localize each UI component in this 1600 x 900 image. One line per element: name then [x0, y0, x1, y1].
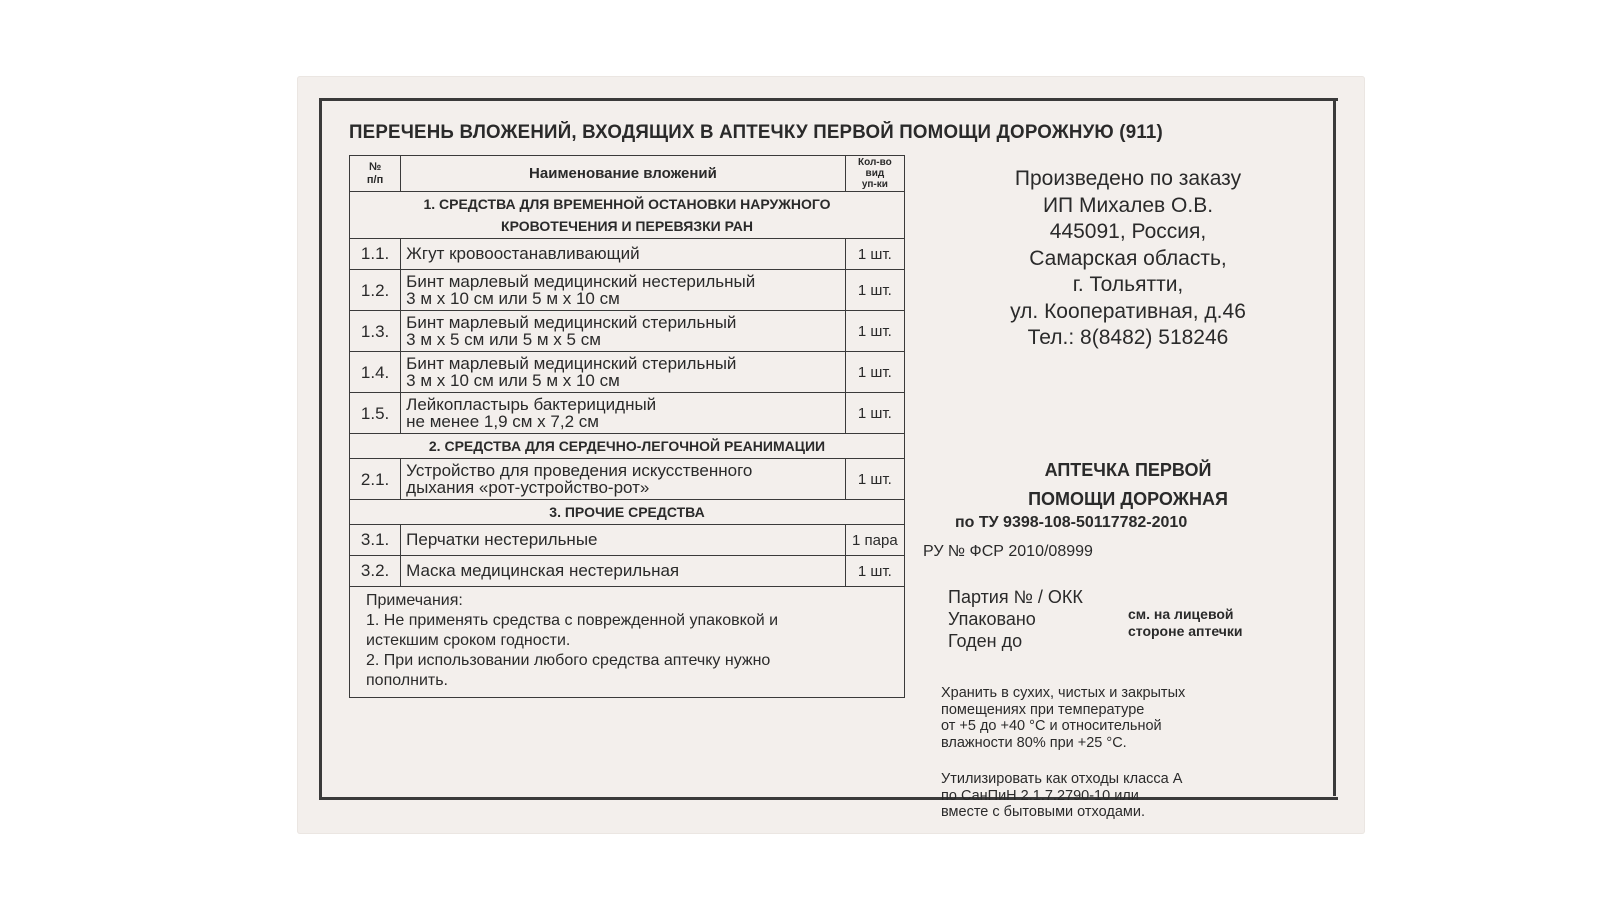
header-quantity: Кол-во вид уп-ки: [845, 156, 904, 192]
item-name: Маска медицинская нестерильная: [401, 556, 846, 587]
item-name: Лейкопластырь бактерицидный не менее 1,9 см х 7,2 см: [401, 393, 846, 434]
item-number: 1.4.: [350, 352, 401, 393]
section-2-title: 2. СРЕДСТВА ДЛЯ СЕРДЕЧНО-ЛЕГОЧНОЙ РЕАНИМАЦИИ: [350, 434, 905, 459]
item-name: Бинт марлевый медицинский стерильный 3 м х 10 см или 5 м х 10 см: [401, 352, 846, 393]
section-2-row: [350, 434, 905, 459]
leaflet-card: [297, 76, 1365, 834]
table-header-row: [350, 156, 905, 192]
notes-heading: Примечания:: [366, 592, 463, 609]
item-number: 3.1.: [350, 525, 401, 556]
table-row: [350, 393, 905, 434]
item-quantity: 1 пара: [845, 525, 904, 556]
item-quantity: 1 шт.: [845, 311, 904, 352]
table-row: [350, 556, 905, 587]
batch-info: Партия № / ОКК Упаковано Годен до: [948, 587, 1083, 651]
item-name: Жгут кровоостанавливающий: [401, 239, 846, 270]
producer-info: Произведено по заказу ИП Михалев О.В. 445091, Россия, Самарская область, г. Тольятти, ул. Кооперативная, д.46 Тел.: 8(8482) 518246: [1010, 167, 1246, 349]
table-row: [350, 525, 905, 556]
table-row: [350, 311, 905, 352]
header-name: Наименование вложений: [401, 156, 846, 192]
notes: Примечания: 1. Не применять средства с поврежденной упаковкой и истекшим сроком годности. 2. При использовании любого средства аптечку нужно пополнить.: [350, 587, 905, 698]
table-row: [350, 459, 905, 500]
item-number: 1.3.: [350, 311, 401, 352]
item-name: Устройство для проведения искусственного дыхания «рот-устройство-рот»: [401, 459, 846, 500]
table-row: [350, 239, 905, 270]
disposal-instructions: Утилизировать как отходы класса А по СанПиН 2.1.7.2790-10 или вместе с бытовыми отходами.: [941, 771, 1183, 820]
tu-number: по ТУ 9398-108-50117782-2010: [955, 514, 1188, 531]
item-quantity: 1 шт.: [845, 239, 904, 270]
item-name: Перчатки нестерильные: [401, 525, 846, 556]
item-name: Бинт марлевый медицинский стерильный 3 м х 5 см или 5 м х 5 см: [401, 311, 846, 352]
table-row: [350, 270, 905, 311]
header-number: № п/п: [350, 156, 401, 192]
notes-row: [350, 587, 905, 698]
item-quantity: 1 шт.: [845, 270, 904, 311]
item-number: 1.5.: [350, 393, 401, 434]
table-row: [350, 352, 905, 393]
section-3-title: 3. ПРОЧИЕ СРЕДСТВА: [350, 500, 905, 525]
item-quantity: 1 шт.: [845, 352, 904, 393]
registration-number: РУ № ФСР 2010/08999: [923, 543, 1093, 560]
document-title: ПЕРЕЧЕНЬ ВЛОЖЕНИЙ, ВХОДЯЩИХ В АПТЕЧКУ ПЕРВОЙ ПОМОЩИ ДОРОЖНУЮ (911): [349, 122, 1163, 143]
item-quantity: 1 шт.: [845, 459, 904, 500]
kit-title: АПТЕЧКА ПЕРВОЙ ПОМОЩИ ДОРОЖНАЯ: [1028, 460, 1228, 509]
leaflet-frame-right: [1333, 98, 1336, 796]
item-quantity: 1 шт.: [845, 393, 904, 434]
section-1-row: [350, 192, 905, 239]
section-3-row: [350, 500, 905, 525]
item-number: 2.1.: [350, 459, 401, 500]
item-number: 1.1.: [350, 239, 401, 270]
see-front-note: см. на лицевой стороне аптечки: [1128, 606, 1243, 639]
item-name: Бинт марлевый медицинский нестерильный 3 м х 10 см или 5 м х 10 см: [401, 270, 846, 311]
item-number: 3.2.: [350, 556, 401, 587]
item-quantity: 1 шт.: [845, 556, 904, 587]
contents-table: [349, 155, 905, 698]
item-number: 1.2.: [350, 270, 401, 311]
storage-conditions: Хранить в сухих, чистых и закрытых помещениях при температуре от +5 до +40 °С и относительной влажности 80% при +25 °С.: [941, 685, 1186, 751]
section-1-title: 1. СРЕДСТВА ДЛЯ ВРЕМЕННОЙ ОСТАНОВКИ НАРУЖНОГО КРОВОТЕЧЕНИЯ И ПЕРЕВЯЗКИ РАН: [350, 192, 905, 239]
